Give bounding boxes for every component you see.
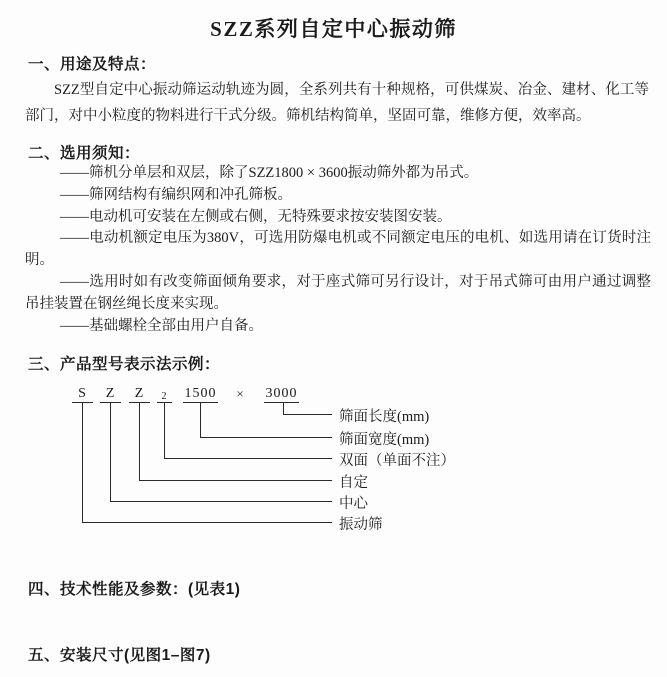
diagram-connector-line [110,402,111,501]
model-code-length: 3000 [265,386,298,401]
selection-notes-list [25,163,651,337]
model-code-z2: Z [129,384,150,403]
model-label-self: 自定 [339,475,368,491]
diagram-connector-line [139,402,140,480]
model-code-s: S [72,384,93,403]
diagram-connector-line [82,402,83,522]
diagram-connector-line [110,501,332,502]
diagram-connector-line [283,402,284,414]
notice-item: ——电动机可安装在左侧或右侧，无特殊要求按安装图安装。 [60,208,452,225]
model-code-z1: Z [100,384,121,403]
diagram-connector-line [283,414,332,415]
diagram-connector-line [164,458,332,459]
model-label-vibrating-screen: 振动筛 [339,517,383,533]
multiply-sign: × [236,386,244,401]
model-code-width: 1500 [184,386,217,401]
model-label-double-deck: 双面（单面不注） [339,453,455,469]
notice-item: ——选用时如有改变筛面倾角要求，对于座式筛可另行设计，对于吊式筛可由用户通过调整吊挂装置在钢丝绳长度来实现。 [25,273,651,312]
section-heading-technical-parameters: 四、技术性能及参数：(见表1) [28,581,241,598]
diagram-connector-line [200,437,332,438]
section-heading-selection-notes: 二、选用须知： [28,145,141,162]
notice-item: ——筛机分单层和双层，除了SZZ1800 × 3600振动筛外都为吊式。 [60,165,479,181]
notice-item: ——筛网结构有编织网和冲孔筛板。 [60,186,292,203]
model-code-deck-subscript: 2 [157,384,172,403]
model-label-screen-length: 筛面长度(mm) [339,409,430,425]
diagram-connector-line [164,402,165,458]
page-title: SZZ系列自定中心振动筛 [210,17,457,41]
model-label-center: 中心 [339,496,368,512]
diagram-connector-line [200,402,201,437]
diagram-connector-line [139,480,332,481]
notice-item: ——电动机额定电压为380V，可选用防爆电机或不同额定电压的电机、如选用请在订货时注明。 [25,230,651,269]
section-heading-usage: 一、用途及特点： [28,56,157,73]
notice-item: ——基础螺栓全部由用户自备。 [60,317,263,334]
section-heading-installation-dimensions: 五、安装尺寸(见图1–图7) [28,647,211,664]
section-heading-model-designation: 三、产品型号表示法示例： [28,356,221,373]
diagram-connector-line [82,522,332,523]
model-label-screen-width: 筛面宽度(mm) [339,432,430,448]
usage-paragraph: SZZ型自定中心振动筛运动轨迹为圆，全系列共有十种规格，可供煤炭、冶金、建材、化工等部门，对中小粒度的物料进行干式分级。筛机结构简单，坚固可靠，维修方便，效率高。 [25,82,649,124]
